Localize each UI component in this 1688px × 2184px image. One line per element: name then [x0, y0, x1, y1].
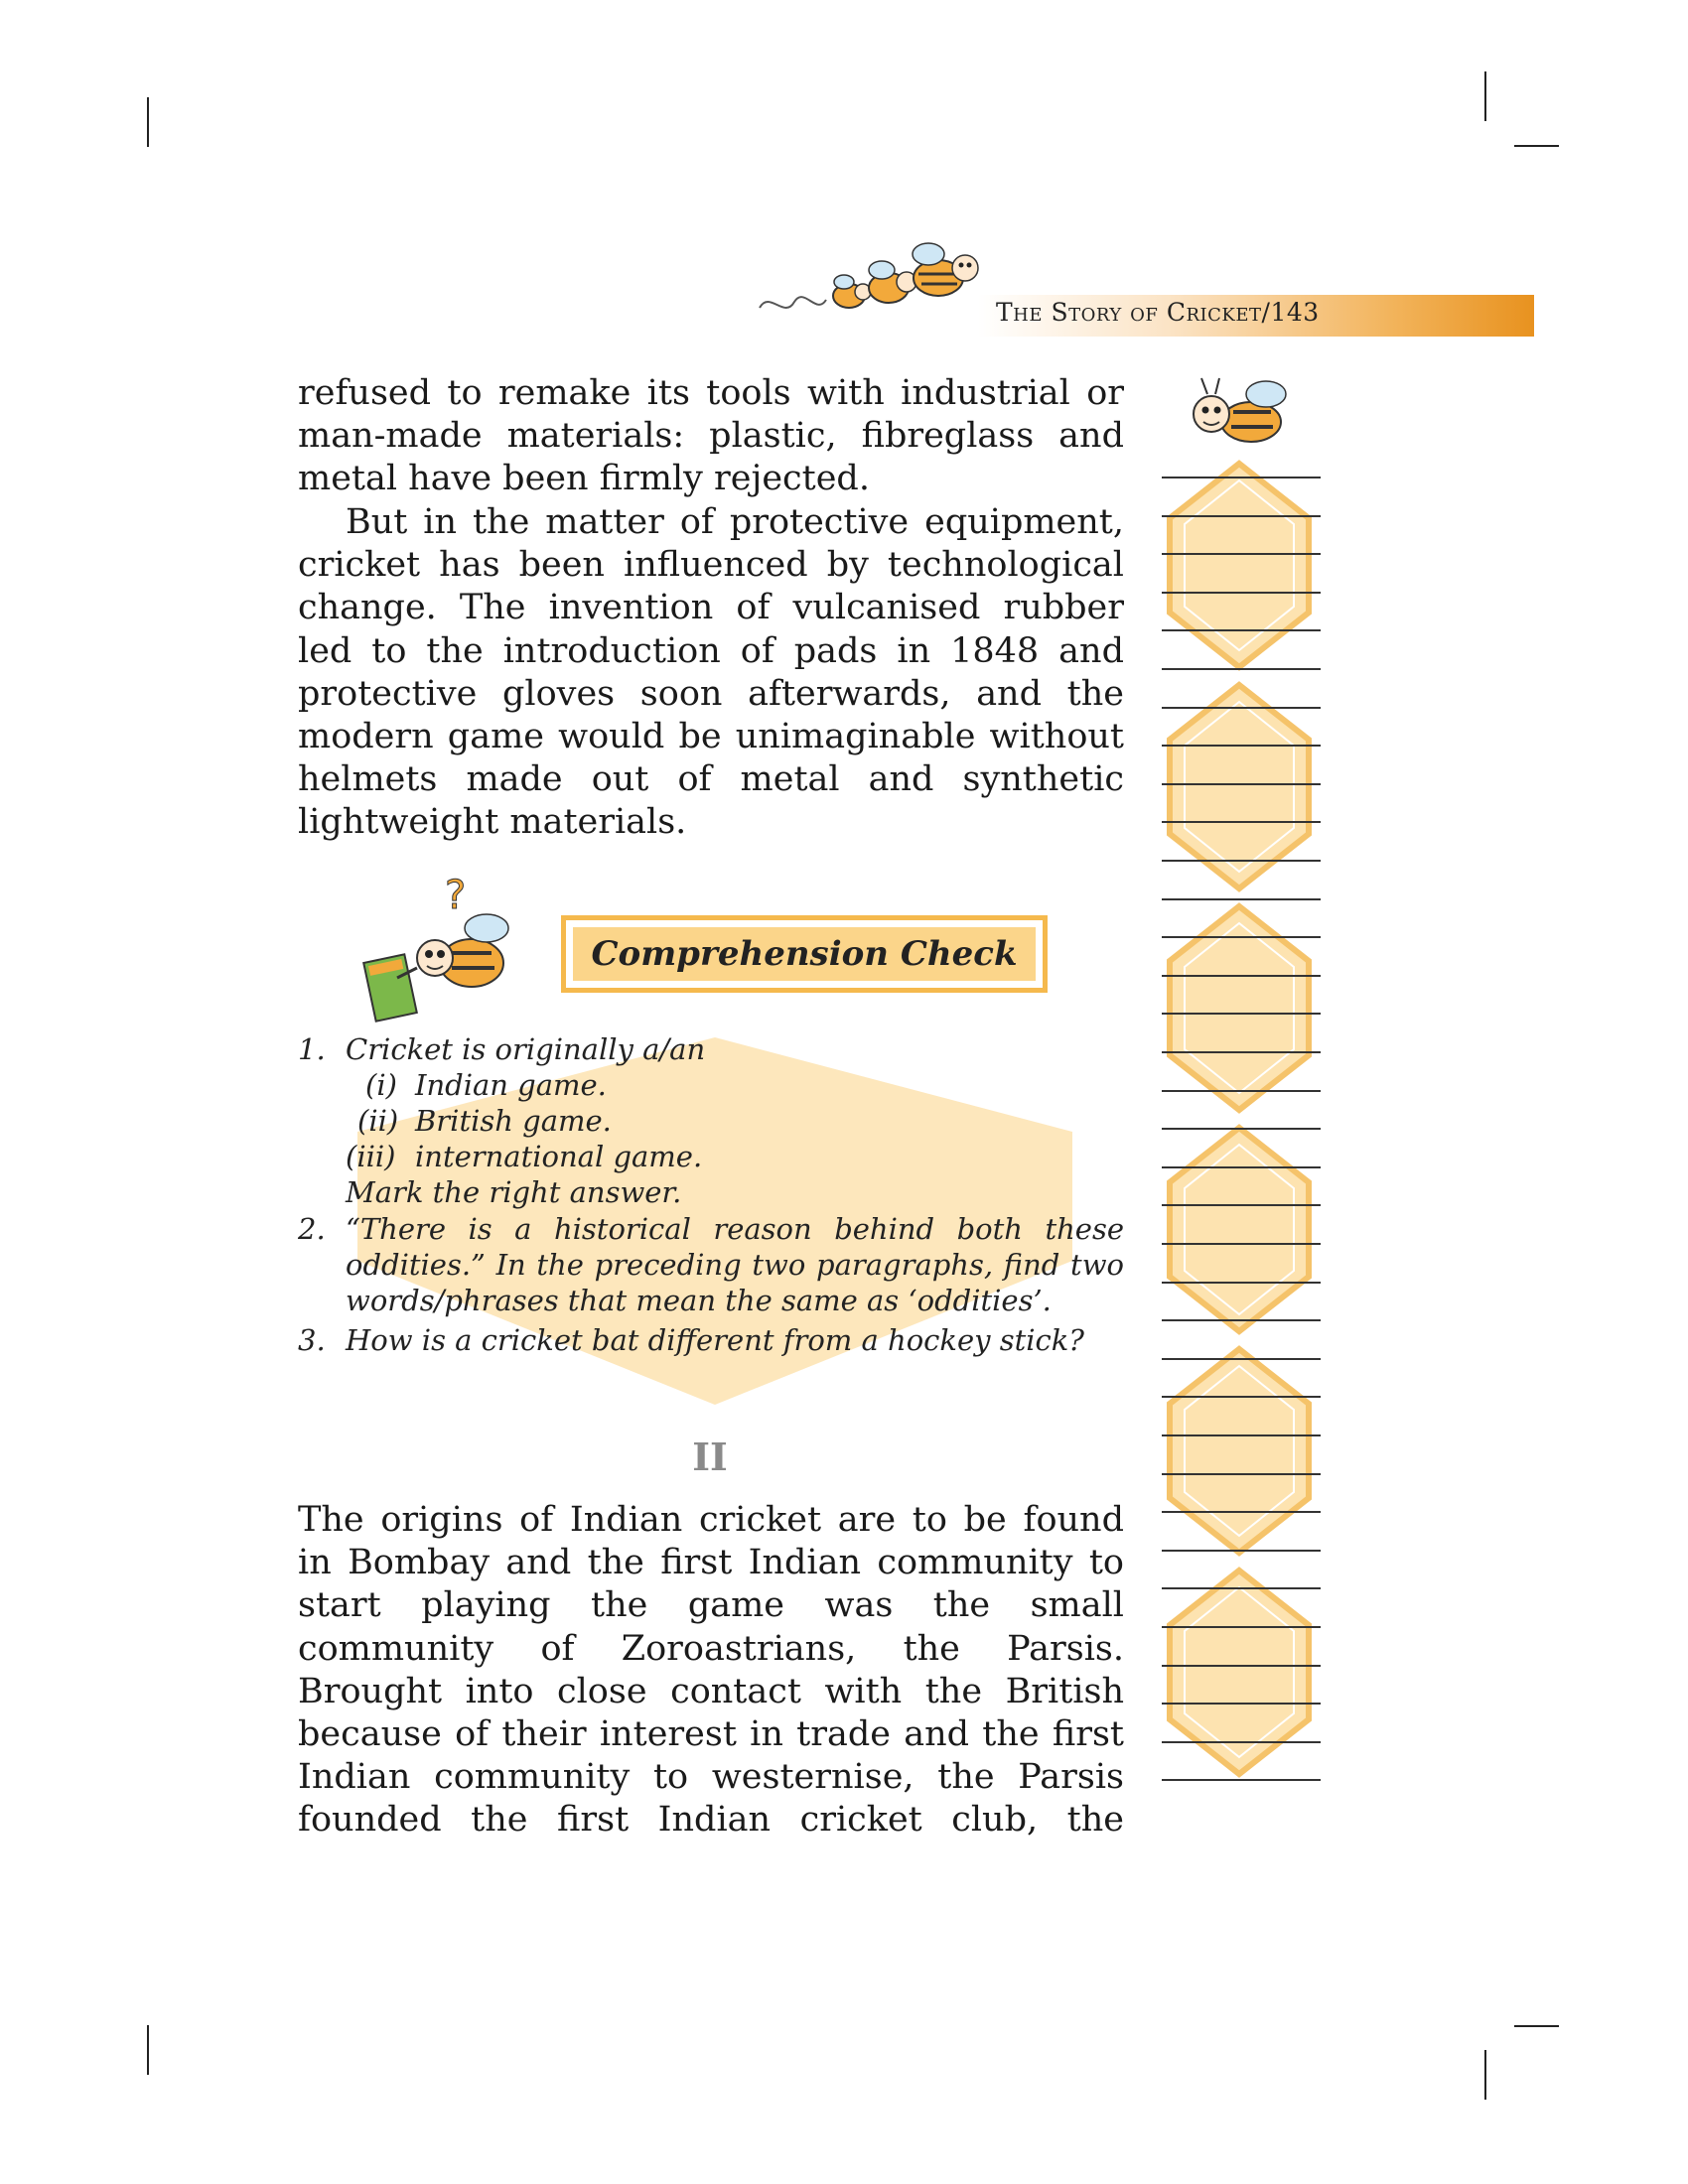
sidebar-rule-line — [1162, 1779, 1321, 1781]
sidebar-rule-line — [1162, 1282, 1321, 1284]
sidebar-rule-line — [1162, 1319, 1321, 1321]
sidebar-rule-line — [1162, 860, 1321, 862]
question-3-number: 3. — [298, 1323, 326, 1357]
question-1-instruction: Mark the right answer. — [346, 1175, 682, 1209]
sidebar-rule-line — [1162, 629, 1321, 631]
paragraph-protective-equipment — [298, 501, 1124, 845]
sidebar-rule-line — [1162, 1665, 1321, 1667]
sidebar-rule-line — [1162, 1626, 1321, 1628]
option-iii-label: (iii) — [346, 1140, 396, 1173]
header-bees-illustration — [755, 230, 1003, 330]
bee-with-book-illustration — [357, 869, 546, 1037]
crop-mark-top-right-v — [1484, 71, 1486, 121]
option-ii-text: British game. — [415, 1104, 612, 1138]
sidebar-rule-line — [1162, 707, 1321, 709]
sidebar-rule-line — [1162, 1051, 1321, 1053]
sidebar-rule-line — [1162, 1204, 1321, 1206]
sidebar-rule-line — [1162, 745, 1321, 747]
intro-line-3: metal have been firmly rejected. — [298, 459, 870, 499]
sidebar-rule-line — [1162, 783, 1321, 785]
sidebar-rule-line — [1162, 515, 1321, 517]
question-2-line-3: words/phrases that mean the same as ‘oddities’. — [346, 1284, 1052, 1317]
page-number: 143 — [1270, 298, 1320, 327]
question-2-line-2: oddities.” In the preceding two paragraphs, find two — [346, 1248, 1124, 1282]
crop-mark-bottom-right-v — [1484, 2050, 1486, 2100]
sidebar-rule-line — [1162, 1587, 1321, 1589]
header-separator: / — [1261, 298, 1271, 327]
intro-text — [298, 372, 1124, 501]
crop-mark-top-left — [147, 97, 149, 147]
sidebar-rule-line — [1162, 592, 1321, 594]
sidebar-rule-line — [1162, 1243, 1321, 1245]
question-2-line-1: “There is a historical reason behind both these — [346, 1212, 1124, 1246]
option-iii-text: international game. — [415, 1140, 703, 1173]
comprehension-check-inner — [573, 927, 1036, 981]
sidebar-rule-line — [1162, 1396, 1321, 1398]
question-1-text: Cricket is originally a/an — [346, 1032, 706, 1066]
section-number: II — [692, 1434, 728, 1479]
paragraph-text: The origins of Indian cricket are to be found in Bombay and the first Indian community to start playing the game was the small community of Zoroastrians, the Parsis. Brought into close contact with the British because of their interest in trade and the first Indian community to westernise, the Parsis founded the first Indian cricket club, the — [298, 1500, 1124, 1841]
sidebar-rule-line — [1162, 898, 1321, 900]
crop-mark-bottom-right-h — [1514, 2025, 1559, 2027]
header-title: The Story of Cricket — [996, 298, 1262, 327]
question-2-number: 2. — [298, 1212, 326, 1246]
svg-text:?: ? — [445, 873, 467, 918]
sidebar-rule-line — [1162, 1128, 1321, 1130]
sidebar-hexagon-column — [1160, 459, 1319, 1809]
sidebar-rule-line — [1162, 1741, 1321, 1743]
sidebar-bee-illustration — [1172, 372, 1301, 462]
sidebar-rule-line — [1162, 936, 1321, 938]
sidebar-rule-line — [1162, 821, 1321, 823]
sidebar-rule-line — [1162, 1511, 1321, 1513]
option-i-label: (i) — [365, 1068, 397, 1102]
comprehension-check-box — [561, 915, 1048, 993]
intro-line-2: man-made materials: plastic, fibreglass and — [298, 416, 1124, 457]
sidebar-rule-line — [1162, 975, 1321, 977]
option-ii-label: (ii) — [357, 1104, 399, 1138]
crop-mark-bottom-left — [147, 2025, 149, 2075]
sidebar-rule-line — [1162, 668, 1321, 670]
sidebar-rule-line — [1162, 1473, 1321, 1475]
sidebar-rule-line — [1162, 1090, 1321, 1092]
sidebar-rule-line — [1162, 1166, 1321, 1168]
paragraph-indian-cricket-origins — [298, 1499, 1124, 1843]
sidebar-rule-line — [1162, 1013, 1321, 1015]
sidebar-rule-line — [1162, 1358, 1321, 1360]
crop-mark-top-right-h — [1514, 145, 1559, 147]
sidebar-rule-line — [1162, 1434, 1321, 1436]
sidebar-rule-line — [1162, 1550, 1321, 1552]
sidebar-rule-line — [1162, 553, 1321, 555]
question-3-text: How is a cricket bat different from a hockey stick? — [346, 1323, 1084, 1357]
option-i-text: Indian game. — [415, 1068, 607, 1102]
sidebar-rule-line — [1162, 1703, 1321, 1705]
sidebar-rule-line — [1162, 477, 1321, 478]
intro-line-1: refused to remake its tools with industrial or — [298, 373, 1124, 413]
question-1-number: 1. — [298, 1032, 326, 1066]
paragraph-text: But in the matter of protective equipment, cricket has been influenced by technological change. The invention of vulcanised rubber led to the introduction of pads in 1848 and protective gloves soon afterwards, and the modern game would be unimaginable without helmets made out of metal and synthetic lightweight materials. — [298, 502, 1124, 843]
running-header — [996, 298, 1320, 327]
comprehension-check-title: Comprehension Check — [591, 934, 1018, 974]
